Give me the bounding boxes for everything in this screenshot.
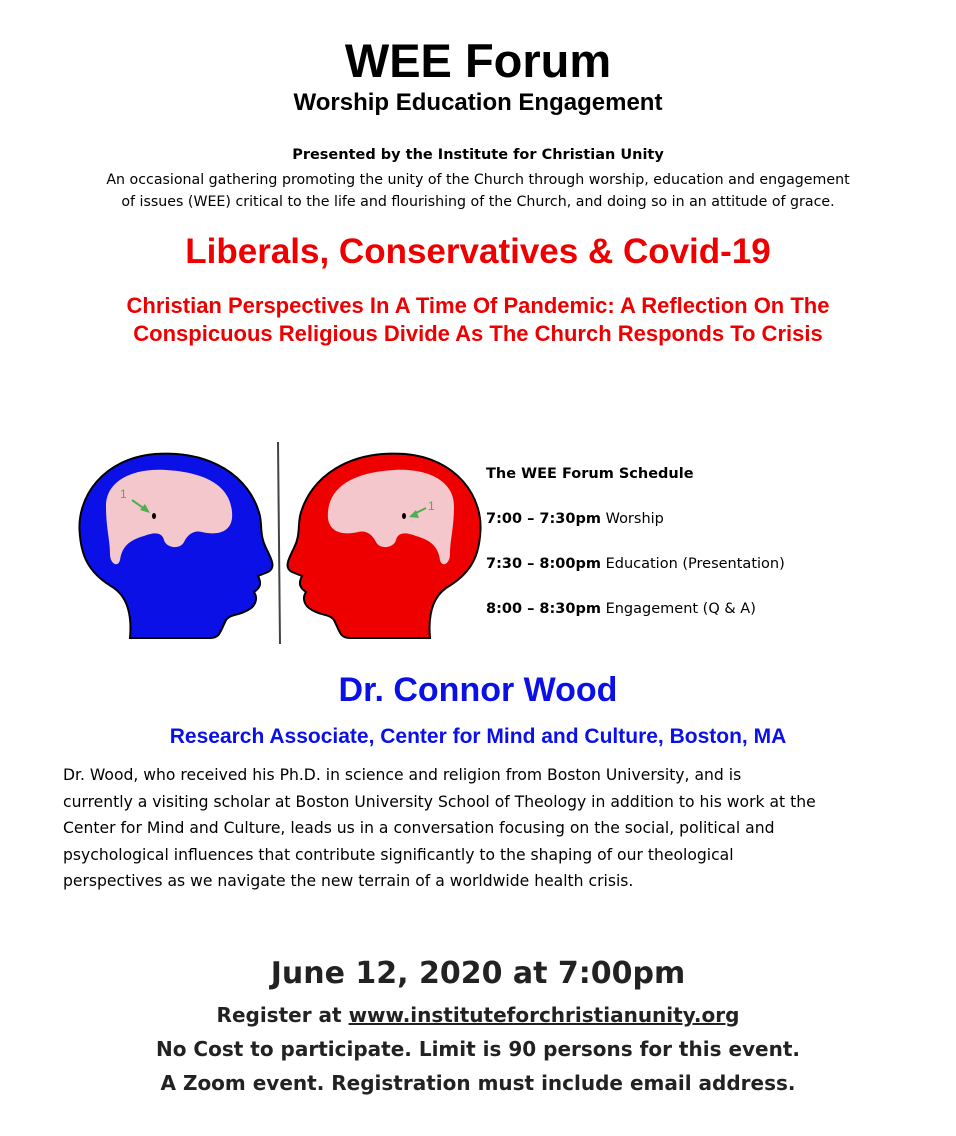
schedule-time: 7:00 – 7:30pm xyxy=(486,511,601,527)
register-prefix: Register at xyxy=(216,1003,349,1027)
heads-illustration xyxy=(70,436,490,646)
presented-by: Presented by the Institute for Christian Unity xyxy=(292,147,664,163)
zoom-line: A Zoom event. Registration must include email address. xyxy=(160,1071,796,1095)
speaker-name: Dr. Connor Wood xyxy=(338,671,618,709)
bio-line: psychological influences that contribute significantly to the shaping of our theological xyxy=(63,845,734,864)
bio-line: Dr. Wood, who received his Ph.D. in science and religion from Boston University, and is xyxy=(63,766,742,784)
left-marker: 1 xyxy=(120,487,127,501)
tagline-line-1: Christian Perspectives In A Time Of Pandemic: A Reflection On The xyxy=(126,293,830,318)
schedule-time: 8:00 – 8:30pm xyxy=(486,601,601,617)
tagline-line-2: Conspicuous Religious Divide As The Church Responds To Crisis xyxy=(133,321,823,346)
divider-line xyxy=(278,442,280,644)
speaker-bio xyxy=(63,762,893,895)
cost-line: No Cost to participate. Limit is 90 persons for this event. xyxy=(155,1037,801,1061)
schedule-item xyxy=(486,552,906,597)
schedule-heading: The WEE Forum Schedule xyxy=(486,466,694,482)
speaker-role: Research Associate, Center for Mind and Culture, Boston, MA xyxy=(169,725,787,748)
page-title: WEE Forum xyxy=(344,34,612,87)
intro-text xyxy=(50,169,906,213)
intro-line-2: of issues (WEE) critical to the life and flourishing of the Church, and doing so in an attitude of grace. xyxy=(121,194,835,210)
schedule-label: Worship xyxy=(605,511,664,527)
intro-line-1: An occasional gathering promoting the unity of the Church through worship, education and engagement xyxy=(106,172,850,188)
schedule xyxy=(486,462,906,642)
schedule-label: Engagement (Q & A) xyxy=(605,601,756,617)
schedule-time: 7:30 – 8:00pm xyxy=(486,556,601,572)
bio-line: perspectives as we navigate the new terrain of a worldwide health crisis. xyxy=(63,872,634,890)
right-marker: 1 xyxy=(428,499,435,513)
register-line xyxy=(0,998,956,1032)
page-subtitle: Worship Education Engagement xyxy=(293,89,663,116)
event-date: June 12, 2020 at 7:00pm xyxy=(270,956,686,991)
bio-line: currently a visiting scholar at Boston University School of Theology in addition to his work at the xyxy=(63,792,816,811)
schedule-item xyxy=(486,597,906,642)
registration-info xyxy=(0,998,956,1100)
event-headline: Liberals, Conservatives & Covid-19 xyxy=(185,232,771,271)
bio-line: Center for Mind and Culture, leads us in a conversation focusing on the social, political and xyxy=(63,819,775,837)
schedule-item xyxy=(486,507,906,552)
register-link[interactable]: www.instituteforchristianunity.org xyxy=(348,1003,740,1027)
schedule-label: Education (Presentation) xyxy=(605,556,785,572)
event-tagline xyxy=(60,292,896,348)
